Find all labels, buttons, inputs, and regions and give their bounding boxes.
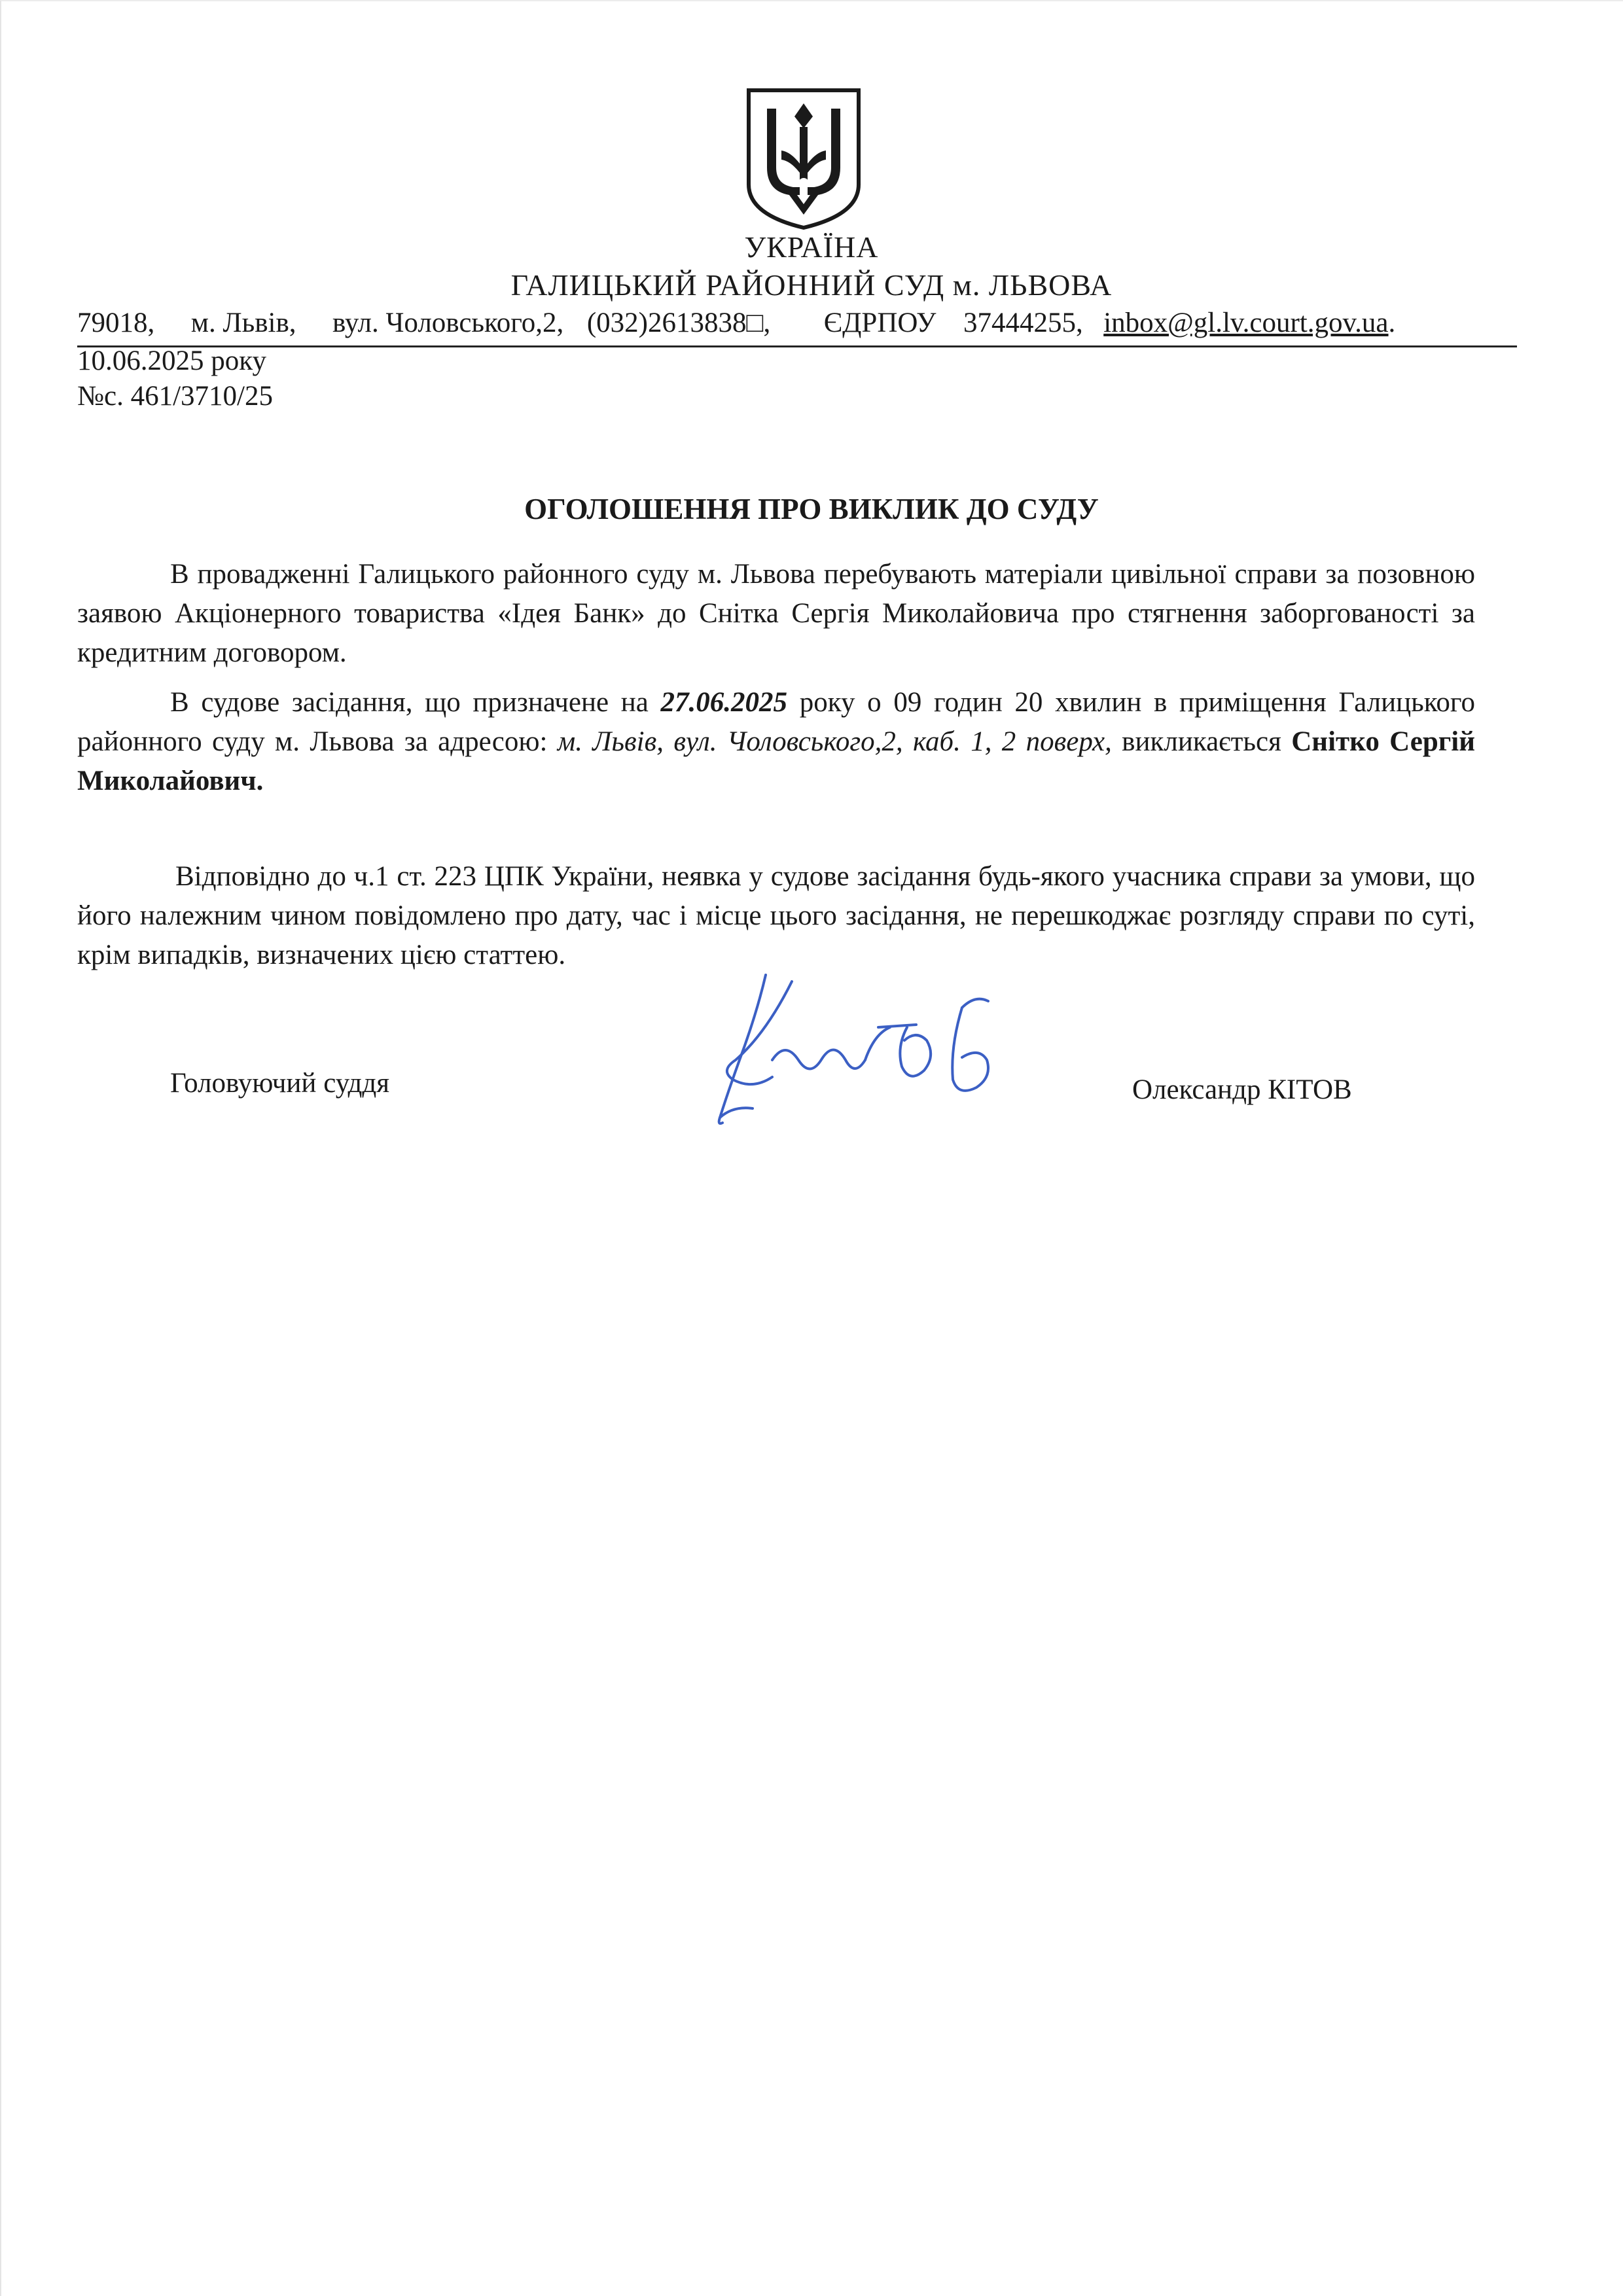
edrpou-label: ЄДРПОУ <box>823 308 936 338</box>
signatory-name: Олександр КІТОВ <box>1132 1074 1352 1105</box>
hearing-details: року о 09 годин 20 хвилин в приміщення Галицького районного суду м. Львова за адресою: <box>77 687 1475 757</box>
document-date: 10.06.2025 року <box>77 345 267 376</box>
paragraph-legal-note: Відповідно до ч.1 ст. 223 ЦПК України, неявка у судове засідання будь-якого учасника справи за умови, що його належним чином повідомлено про дату, час і місце цього засідання, не перешкоджає розгляду справи по суті, крім випадків, визначених цією статтею. <box>77 861 1475 970</box>
summoned-person: Снітко Сергій Миколайович. <box>77 726 1475 796</box>
header-divider <box>77 345 1517 347</box>
header-court-name: ГАЛИЦЬКИЙ РАЙОННИЙ СУД м. ЛЬВОВА <box>510 268 1113 302</box>
hearing-intro: В судове засідання, що призначене на <box>170 687 661 718</box>
paragraph-case-materials: В провадженні Галицького районного суду м. Львова перебувають матеріали цивільної справи за позовною заявою Акціонерного товариства «Ідея Банк» до Снітка Сергія Миколайовича про стягнення заборгованості за кредитним договором. <box>77 559 1475 668</box>
signatory-role: Головуючий суддя <box>170 1068 390 1099</box>
summoned-label: викликається <box>1111 726 1292 757</box>
paragraph-hearing <box>77 683 1475 801</box>
email-tail: . <box>1388 308 1396 338</box>
phone: (032)2613838 <box>586 308 747 338</box>
city: м. Львів, <box>190 308 296 338</box>
street: вул. Чоловського,2, <box>332 308 564 338</box>
case-number: №с. 461/3710/25 <box>77 381 274 412</box>
hearing-date: 27.06.2025 <box>660 687 788 718</box>
postcode: 79018, <box>77 308 155 338</box>
email-link[interactable]: inbox@gl.lv.court.gov.ua <box>1103 308 1389 338</box>
phone-glyph: □ <box>746 308 764 338</box>
header-country: УКРАЇНА <box>744 230 879 264</box>
edrpou-code: 37444255, <box>963 308 1083 338</box>
document-title: ОГОЛОШЕННЯ ПРО ВИКЛИК ДО СУДУ <box>524 493 1099 525</box>
header-contacts: 79018, м. Львів, вул. Чоловського,2, (032)2613838□, ЄДРПОУ 37444255, inbox@gl.lv.court.gov.ua. <box>77 308 1396 338</box>
hearing-address: м. Львів, вул. Чоловського,2, каб. 1, 2 поверх, <box>557 726 1112 757</box>
handwritten-signature <box>694 962 1060 1132</box>
ukraine-trident-icon <box>745 86 863 232</box>
